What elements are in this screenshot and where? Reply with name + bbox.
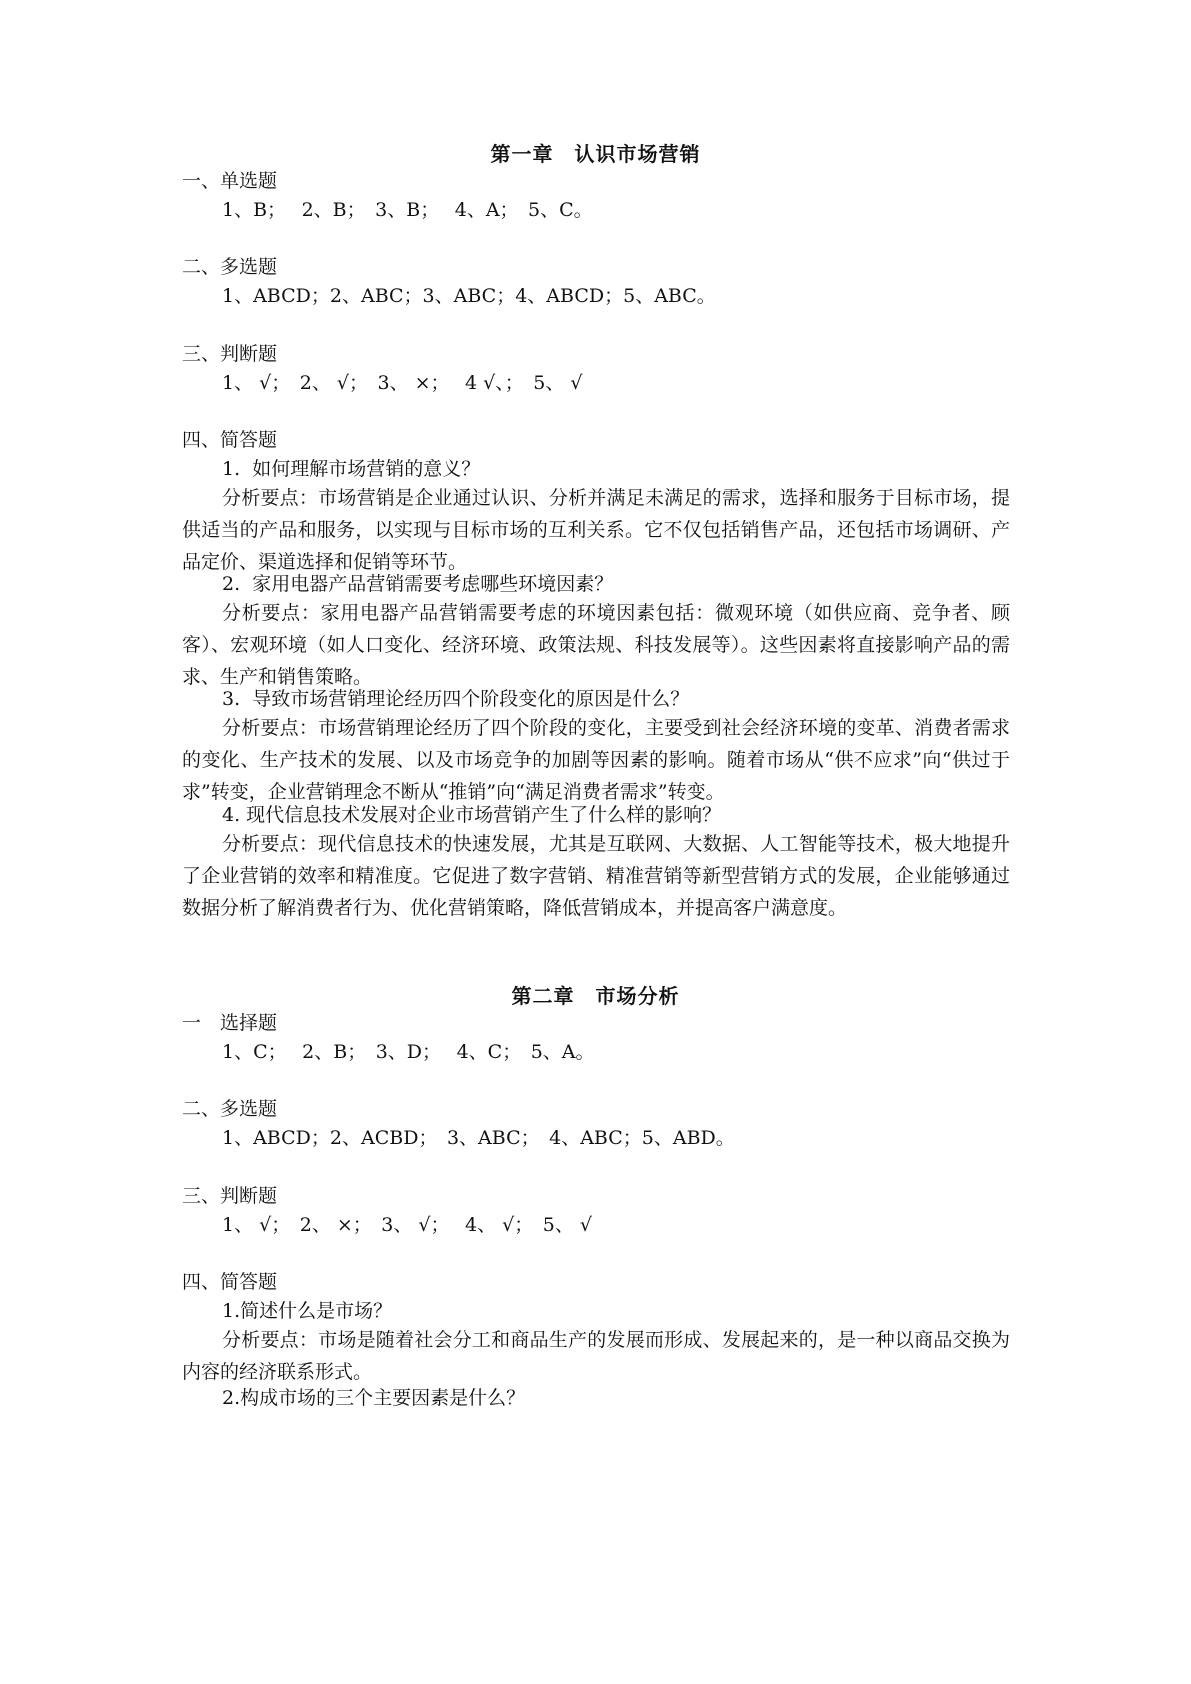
section-heading: 一、单选题 (182, 170, 278, 192)
section-heading: 三、判断题 (182, 1185, 278, 1207)
question: 2. 家用电器产品营销需要考虑哪些环境因素？ (222, 573, 614, 595)
answer-line: 1、C； 2、B； 3、D； 4、C； 5、A。 (222, 1041, 595, 1063)
section-heading: 二、多选题 (182, 1098, 278, 1120)
answer-paragraph: 分析要点：现代信息技术的快速发展，尤其是互联网、大数据、人工智能等技术，极大地提升了企业营销的效率和精准度。它促进了数字营销、精准营销等新型营销方式的发展，企业能够通过数据分析了解消费者行为、优化营销策略，降低营销成本，并提高客户满意度。 (182, 833, 1010, 919)
question: 1. 如何理解市场营销的意义？ (222, 458, 481, 480)
chapter-title: 第二章 市场分析 (511, 984, 680, 1008)
section-heading: 四、简答题 (182, 429, 278, 451)
answer-line: 1、 √； 2、 ×； 3、 √； 4、 √； 5、 √ (222, 1214, 593, 1236)
answer-line: 1、ABCD；2、ABC；3、ABC；4、ABCD；5、ABC。 (222, 285, 716, 307)
question: 2.构成市场的三个主要因素是什么？ (222, 1387, 526, 1409)
section-heading: 三、判断题 (182, 343, 278, 365)
question: 3. 导致市场营销理论经历四个阶段变化的原因是什么？ (222, 688, 690, 710)
answer-paragraph: 分析要点：市场营销理论经历了四个阶段的变化，主要受到社会经济环境的变革、消费者需求的变化、生产技术的发展、以及市场竞争的加剧等因素的影响。随着市场从“供不应求”向“供过于求”转变，企业营销理念不断从“推销”向“满足消费者需求”转变。 (182, 717, 1010, 803)
answer-paragraph: 分析要点：市场是随着社会分工和商品生产的发展而形成、发展起来的，是一种以商品交换为内容的经济联系形式。 (182, 1329, 1010, 1383)
section-heading: 一 选择题 (182, 1012, 278, 1034)
question: 1.简述什么是市场？ (222, 1300, 393, 1322)
answer-paragraph: 分析要点：市场营销是企业通过认识、分析并满足未满足的需求，选择和服务于目标市场，提供适当的产品和服务，以实现与目标市场的互利关系。它不仅包括销售产品，还包括市场调研、产品定价、渠道选择和促销等环节。 (182, 487, 1010, 573)
answer-line: 1、B； 2、B； 3、B； 4、A； 5、C。 (222, 199, 593, 221)
chapter-title: 第一章 认识市场营销 (490, 142, 701, 166)
section-heading: 二、多选题 (182, 256, 278, 278)
section-heading: 四、简答题 (182, 1271, 278, 1293)
answer-paragraph: 分析要点：家用电器产品营销需要考虑的环境因素包括：微观环境（如供应商、竞争者、顾客）、宏观环境（如人口变化、经济环境、政策法规、科技发展等）。这些因素将直接影响产品的需求、生产和销售策略。 (182, 602, 1010, 688)
answer-line: 1、ABCD；2、ACBD； 3、ABC； 4、ABC；5、ABD。 (222, 1127, 735, 1149)
answer-line: 1、 √； 2、 √； 3、 ×； 4 √、； 5、 √ (222, 372, 583, 394)
question: 4. 现代信息技术发展对企业市场营销产生了什么样的影响？ (222, 804, 722, 826)
